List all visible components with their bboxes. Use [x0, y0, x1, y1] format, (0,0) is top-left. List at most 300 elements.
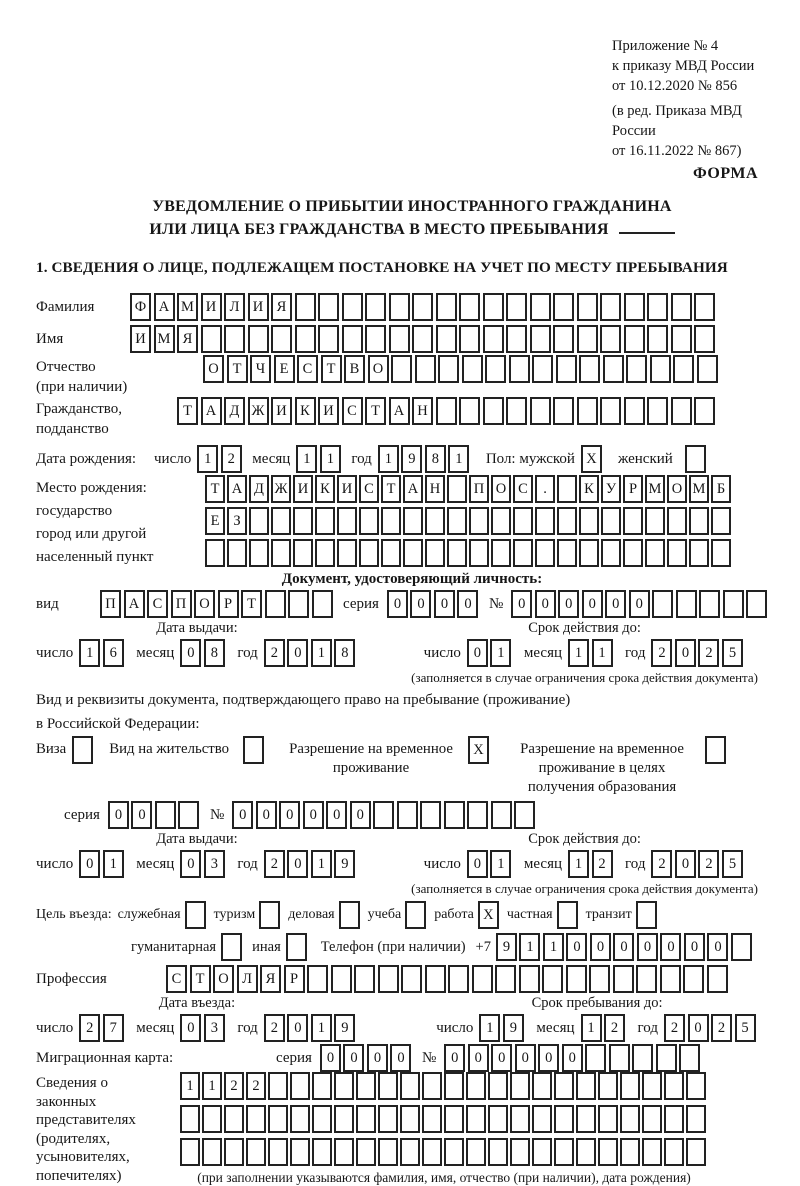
form-cell: [293, 539, 313, 567]
form-cell: [483, 293, 504, 321]
form-cell: 1: [568, 639, 589, 667]
form-cell: [697, 355, 718, 383]
form-cell: [447, 507, 467, 535]
form-cell: [694, 397, 715, 425]
form-cell: [337, 539, 357, 567]
form-cell: 6: [103, 639, 124, 667]
form-cell: [746, 590, 767, 618]
form-cell: [667, 539, 687, 567]
form-cell: К: [295, 397, 316, 425]
form-cell: 2: [224, 1072, 244, 1100]
title-underline: [619, 219, 675, 234]
representatives-cells-row3: [180, 1138, 708, 1166]
form-cell: С: [513, 475, 533, 503]
migration-card-row: [36, 1044, 788, 1072]
form-cell: 0: [605, 590, 626, 618]
form-cell: [436, 397, 457, 425]
form-cell: Ф: [130, 293, 151, 321]
form-cell: [444, 1072, 464, 1100]
form-cell: [510, 1072, 530, 1100]
month-word: месяц: [136, 645, 175, 661]
form-cell: 1: [490, 850, 511, 878]
form-cell: [201, 325, 222, 353]
form-cell: 1: [490, 639, 511, 667]
birth-place-cells-row3: [205, 539, 733, 567]
form-cell: [249, 539, 269, 567]
form-cell: [295, 325, 316, 353]
purpose-option-label: гуманитарная: [131, 938, 217, 955]
form-cell: [488, 1138, 508, 1166]
doc-number-cells: [511, 590, 770, 618]
form-cell: О: [491, 475, 511, 503]
title-line1: УВЕДОМЛЕНИЕ О ПРИБЫТИИ ИНОСТРАННОГО ГРАЖДАНИНА: [152, 198, 672, 215]
doc-kind-cells: [100, 590, 335, 618]
form-cell: 9: [496, 933, 517, 961]
representatives-label: Сведения о законных представителях (родителях, усыновителях, попечителях): [36, 1075, 136, 1184]
form-cell: 1: [543, 933, 564, 961]
form-cell: [642, 1072, 662, 1100]
form-cell: 1: [79, 639, 100, 667]
form-cell: [483, 397, 504, 425]
form-cell: [705, 736, 726, 764]
representatives-cells-row2: [180, 1105, 708, 1133]
form-cell: [271, 507, 291, 535]
form-cell: 1: [568, 850, 589, 878]
purpose-option-label: туризм: [213, 907, 256, 922]
form-cell: Н: [412, 397, 433, 425]
form-cell: [589, 965, 610, 993]
expires-year-cells: [651, 850, 745, 878]
form-cell: [356, 1138, 376, 1166]
form-cell: [227, 539, 247, 567]
form-cell: [422, 1138, 442, 1166]
visa-label: Виза: [36, 741, 67, 757]
month-word: месяц: [523, 856, 562, 872]
annex-line: от 10.12.2020 № 856: [612, 78, 738, 94]
form-cell: Т: [381, 475, 401, 503]
purpose-option-label: частная: [506, 907, 553, 922]
form-cell: П: [100, 590, 121, 618]
representatives-note: (при заполнении указываются фамилия, имя, отчество (при наличии), дата рождения): [197, 1170, 691, 1185]
form-cell: Б: [711, 475, 731, 503]
form-cell: [620, 1072, 640, 1100]
form-cell: [268, 1105, 288, 1133]
migration-number-cells: [444, 1044, 703, 1072]
form-cell: М: [154, 325, 175, 353]
form-cell: 0: [590, 933, 611, 961]
form-cell: [412, 293, 433, 321]
form-cell: У: [601, 475, 621, 503]
form-cell: [491, 507, 511, 535]
form-cell: 0: [457, 590, 478, 618]
form-cell: 1: [197, 445, 218, 473]
form-cell: 0: [367, 1044, 388, 1072]
form-cell: Т: [321, 355, 342, 383]
form-cell: [554, 1138, 574, 1166]
residence-options-row: [36, 736, 788, 797]
form-cell: 0: [558, 590, 579, 618]
form-cell: [389, 293, 410, 321]
form-cell: [405, 901, 426, 929]
form-cell: [425, 507, 445, 535]
issued-month-cells: [180, 639, 227, 667]
form-cell: Т: [227, 355, 248, 383]
form-cell: [711, 507, 731, 535]
form-cell: [422, 1072, 442, 1100]
form-cell: [613, 965, 634, 993]
form-cell: 0: [343, 1044, 364, 1072]
form-cell: 3: [204, 850, 225, 878]
form-cell: [202, 1105, 222, 1133]
form-cell: А: [124, 590, 145, 618]
form-cell: И: [201, 293, 222, 321]
form-cell: 0: [511, 590, 532, 618]
form-cell: 0: [350, 801, 371, 829]
form-cell: [318, 293, 339, 321]
form-cell: [636, 965, 657, 993]
patronymic-cells: [203, 355, 720, 383]
form-cell: [689, 507, 709, 535]
form-cell: 5: [722, 639, 743, 667]
form-cell: [686, 1105, 706, 1133]
month-word: месяц: [536, 1020, 575, 1036]
issued-year-cells: [264, 850, 358, 878]
form-cell: [286, 933, 307, 961]
form-cell: [723, 590, 744, 618]
form-cell: 0: [180, 1014, 201, 1042]
given-name-label: Имя: [36, 331, 64, 347]
form-cell: [400, 1105, 420, 1133]
form-cell: 0: [566, 933, 587, 961]
year-word: год: [237, 1020, 258, 1036]
form-cell: [579, 539, 599, 567]
form-cell: [506, 325, 527, 353]
form-cell: [466, 1138, 486, 1166]
form-cell: [378, 1105, 398, 1133]
form-cell: [557, 901, 578, 929]
form-cell: 9: [334, 1014, 355, 1042]
issued-day-cells: [79, 850, 126, 878]
purpose-option-label: транзит: [585, 907, 632, 922]
form-cell: 0: [131, 801, 152, 829]
form-cell: [312, 1072, 332, 1100]
form-cell: 0: [387, 590, 408, 618]
form-cell: [359, 539, 379, 567]
form-cell: 2: [264, 850, 285, 878]
form-cell: [532, 355, 553, 383]
form-cell: [205, 539, 225, 567]
form-cell: [553, 293, 574, 321]
form-cell: Т: [177, 397, 198, 425]
form-cell: [425, 539, 445, 567]
form-cell: 0: [688, 1014, 709, 1042]
month-word: месяц: [523, 645, 562, 661]
form-cell: 1: [103, 850, 124, 878]
month-word: месяц: [252, 451, 291, 467]
form-cell: О: [213, 965, 234, 993]
purpose-option-checkbox: [259, 901, 280, 929]
form-cell: 0: [515, 1044, 536, 1072]
form-cell: 2: [651, 639, 672, 667]
form-cell: [506, 397, 527, 425]
form-cell: В: [344, 355, 365, 383]
form-cell: [624, 293, 645, 321]
form-cell: [391, 355, 412, 383]
form-cell: 0: [468, 1044, 489, 1072]
form-cell: [513, 539, 533, 567]
purpose-option-label: иная: [252, 938, 281, 955]
form-cell: [506, 293, 527, 321]
form-cell: И: [318, 397, 339, 425]
form-cell: [673, 355, 694, 383]
citizenship-label: Гражданство, подданство: [36, 401, 123, 437]
form-cell: [354, 965, 375, 993]
form-cell: [554, 1072, 574, 1100]
form-cell: И: [337, 475, 357, 503]
form-cell: [436, 325, 457, 353]
purpose-option-checkbox: [286, 933, 307, 961]
form-cell: 0: [535, 590, 556, 618]
rvp-checkbox: [468, 736, 489, 764]
form-cell: [685, 445, 706, 473]
form-cell: 9: [503, 1014, 524, 1042]
form-cell: [422, 1105, 442, 1133]
form-cell: [509, 355, 530, 383]
form-cell: [425, 965, 446, 993]
rvp-education-checkbox: [705, 736, 726, 764]
form-cell: [472, 965, 493, 993]
purpose-option-checkbox: [557, 901, 578, 929]
form-cell: О: [368, 355, 389, 383]
form-cell: [532, 1105, 552, 1133]
form-cell: [624, 325, 645, 353]
form-cell: [514, 801, 535, 829]
annex-reference: [612, 36, 788, 161]
form-cell: [444, 1138, 464, 1166]
form-cell: [466, 1072, 486, 1100]
form-cell: 0: [582, 590, 603, 618]
form-cell: [467, 801, 488, 829]
form-cell: [400, 1072, 420, 1100]
form-word: ФОРМА: [692, 165, 758, 182]
form-cell: 0: [390, 1044, 411, 1072]
doc-kind-label: вид: [36, 596, 59, 612]
form-cell: [694, 293, 715, 321]
form-cell: [632, 1044, 653, 1072]
representatives-row: [36, 1072, 788, 1186]
day-word: число: [36, 645, 74, 661]
form-cell: [542, 965, 563, 993]
residence-series-cells: [108, 801, 202, 829]
form-cell: 1: [448, 445, 469, 473]
form-cell: 2: [698, 639, 719, 667]
form-cell: [600, 293, 621, 321]
form-cell: [246, 1105, 266, 1133]
entry-date-group: [36, 995, 358, 1042]
form-cell: [620, 1138, 640, 1166]
form-cell: [694, 325, 715, 353]
issued-day-cells: [79, 639, 126, 667]
expires-month-cells: [568, 850, 615, 878]
form-cell: А: [389, 397, 410, 425]
form-cell: 0: [467, 850, 488, 878]
residence-permit-label: Вид на жительство: [109, 741, 230, 757]
doc-series-label: серия: [343, 596, 379, 612]
form-cell: [381, 507, 401, 535]
birth-place-row: [36, 475, 788, 569]
form-cell: 5: [722, 850, 743, 878]
form-cell: [699, 590, 720, 618]
form-cell: 0: [232, 801, 253, 829]
form-cell: [535, 507, 555, 535]
form-cell: [381, 539, 401, 567]
form-cell: [620, 1105, 640, 1133]
form-cell: [307, 965, 328, 993]
purpose-option-label: учеба: [367, 907, 402, 922]
form-cell: [535, 539, 555, 567]
form-cell: [415, 355, 436, 383]
form-cell: [202, 1138, 222, 1166]
form-cell: Ж: [248, 397, 269, 425]
form-cell: Е: [274, 355, 295, 383]
form-cell: 0: [675, 639, 696, 667]
day-word: число: [154, 451, 192, 467]
form-cell: [359, 507, 379, 535]
form-cell: Я: [260, 965, 281, 993]
form-cell: [598, 1138, 618, 1166]
form-cell: [403, 507, 423, 535]
form-cell: [554, 1105, 574, 1133]
form-cell: 9: [334, 850, 355, 878]
form-cell: [378, 1072, 398, 1100]
form-cell: 0: [279, 801, 300, 829]
form-cell: П: [469, 475, 489, 503]
form-cell: [598, 1072, 618, 1100]
form-cell: [401, 965, 422, 993]
form-cell: О: [667, 475, 687, 503]
form-cell: [624, 397, 645, 425]
form-cell: [667, 507, 687, 535]
form-cell: [483, 325, 504, 353]
form-cell: М: [645, 475, 665, 503]
phone-label: Телефон (при наличии): [320, 938, 466, 955]
expires-note: (заполняется в случае ограничения срока действия документа): [411, 881, 758, 896]
form-cell: [671, 397, 692, 425]
form-cell: [600, 397, 621, 425]
form-cell: [530, 397, 551, 425]
form-cell: 5: [735, 1014, 756, 1042]
profession-label: Профессия: [36, 971, 107, 987]
form-cell: [530, 325, 551, 353]
form-cell: 0: [684, 933, 705, 961]
form-cell: [356, 1072, 376, 1100]
purpose-option-checkbox: [185, 901, 206, 929]
issued-year-cells: [264, 639, 358, 667]
form-cell: [334, 1105, 354, 1133]
stay-until-label: Срок пребывания до:: [531, 995, 663, 1011]
form-cell: [293, 507, 313, 535]
form-cell: Н: [425, 475, 445, 503]
form-cell: Р: [623, 475, 643, 503]
form-cell: [185, 901, 206, 929]
form-cell: 1: [479, 1014, 500, 1042]
residence-dates-row: [36, 831, 788, 897]
form-cell: [180, 1138, 200, 1166]
identity-doc-heading: Документ, удостоверяющий личность:: [281, 571, 543, 587]
purpose-option-label: деловая: [288, 907, 335, 922]
form-cell: А: [201, 397, 222, 425]
form-cell: [342, 325, 363, 353]
form-cell: [288, 590, 309, 618]
form-cell: X: [478, 901, 499, 929]
form-cell: [295, 293, 316, 321]
stay-day-cells: [479, 1014, 526, 1042]
form-cell: 7: [103, 1014, 124, 1042]
form-cell: [224, 325, 245, 353]
birth-month-cells: [296, 445, 343, 473]
form-cell: Ж: [271, 475, 291, 503]
form-cell: [444, 1105, 464, 1133]
form-cell: [686, 1138, 706, 1166]
form-cell: [576, 1138, 596, 1166]
form-cell: [462, 355, 483, 383]
residence-intro-line2: в Российской Федерации:: [36, 716, 200, 732]
form-cell: [249, 507, 269, 535]
form-cell: [679, 1044, 700, 1072]
residence-number-label: №: [209, 807, 225, 823]
form-cell: [365, 293, 386, 321]
form-cell: [444, 801, 465, 829]
form-cell: [400, 1138, 420, 1166]
form-cell: [566, 965, 587, 993]
form-cell: [466, 1105, 486, 1133]
form-cell: [271, 539, 291, 567]
form-cell: [334, 1138, 354, 1166]
surname-cells: [130, 293, 718, 321]
identity-issued-group: [36, 620, 358, 686]
form-cell: [397, 801, 418, 829]
purpose-option-checkbox: [339, 901, 360, 929]
birth-place-cells-row2: [205, 507, 733, 535]
form-cell: [315, 539, 335, 567]
form-cell: [224, 1138, 244, 1166]
form-cell: С: [342, 397, 363, 425]
purpose-option-label: служебная: [117, 907, 181, 922]
form-cell: [312, 590, 333, 618]
form-cell: 8: [425, 445, 446, 473]
form-cell: Я: [271, 293, 292, 321]
form-cell: 0: [108, 801, 129, 829]
form-cell: [334, 1072, 354, 1100]
form-cell: А: [403, 475, 423, 503]
migration-series-label: серия: [276, 1050, 312, 1066]
residence-number-cells: [232, 801, 538, 829]
form-cell: [318, 325, 339, 353]
stay-until-group: [436, 995, 758, 1042]
form-cell: [647, 293, 668, 321]
form-cell: И: [130, 325, 151, 353]
form-cell: 0: [320, 1044, 341, 1072]
issued-month-cells: [180, 850, 227, 878]
form-cell: [438, 355, 459, 383]
form-cell: 1: [311, 1014, 332, 1042]
form-cell: [180, 1105, 200, 1133]
form-cell: 1: [592, 639, 613, 667]
form-cell: [356, 1105, 376, 1133]
form-cell: Р: [284, 965, 305, 993]
form-cell: И: [271, 397, 292, 425]
form-cell: 0: [256, 801, 277, 829]
